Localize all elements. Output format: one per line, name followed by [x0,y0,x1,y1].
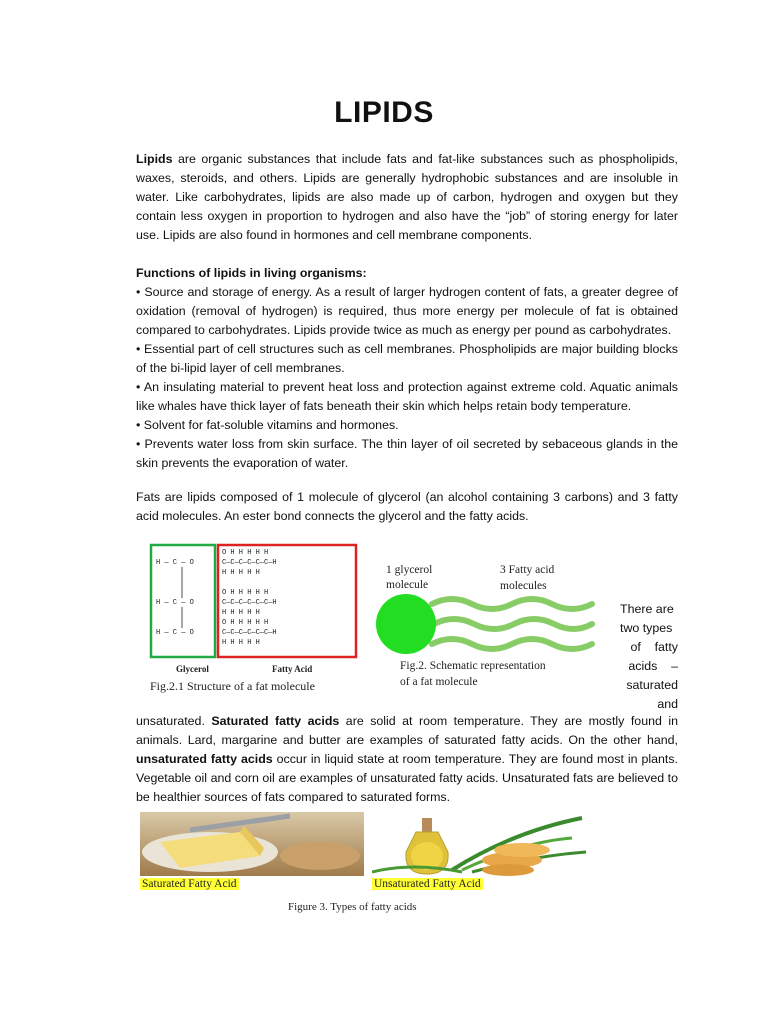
figure3-caption: Figure 3. Types of fatty acids [288,901,417,913]
function-item: • An insulating material to prevent heat loss and protection against extreme cold. Aquatic animals like whales have thick layer of fats beneath their skin which helps retain body temperature. [136,380,678,413]
types-lead: unsaturated. [136,714,212,728]
butter-image [140,812,364,876]
saturated-fat-photo [140,812,364,896]
saturated-label: Saturated Fatty Acid [142,878,237,890]
figure2-caption-line2: of a fat molecule [400,676,478,688]
function-item: • Essential part of cell structures such as cell membranes. Phospholipids are major building blocks of the bi-lipid layer of cell membranes. [136,342,678,375]
types-paragraph [136,712,678,807]
svg-text:H H H H H: H H H H H [222,569,260,577]
figure2-caption-line1: Fig.2. Schematic representation [400,660,546,672]
types-intro-line: There are [620,602,674,616]
glycerol-label: Glycerol [176,664,209,674]
fatty-acid-schematic-label-2: molecules [500,580,547,592]
svg-text:O H H H H H: O H H H H H [222,549,269,557]
structural-formula [156,549,277,647]
function-item: • Prevents water loss from skin surface. The thin layer of oil secreted by sebaceous glands in the skin prevents the evaporation of water. [136,437,678,470]
svg-text:C—C—C—C—C—C—H: C—C—C—C—C—C—H [222,629,277,637]
svg-text:O H H H H H: O H H H H H [222,619,269,627]
functions-heading: Functions of lipids in living organisms: [136,266,367,280]
fat-structure-figure [146,540,362,700]
glycerol-schematic-label-1: 1 glycerol [386,564,433,576]
glycerol-schematic-label-2: molecule [386,579,429,591]
oil-and-corn-image [372,812,592,876]
unsaturated-text: occur in liquid state at room temperature. They are found most in plants. Vegetable oil and corn oil are examples of unsaturated fatty acids. Unsaturated fats are believed to be healthier sources of fats compared to saturated forms. [136,752,678,804]
types-intro-column [620,600,678,714]
fat-schematic-figure [372,560,598,694]
glycerol-head [376,594,436,654]
unsaturated-fat-photo [372,812,592,896]
fatty-acid-schematic-label-1: 3 Fatty acid [500,564,555,576]
fat-structure-diagram [146,540,362,700]
function-item: • Solvent for fat-soluble vitamins and hormones. [136,418,399,432]
fats-paragraph: Fats are lipids composed of 1 molecule of glycerol (an alcohol containing 3 carbons) and 3 fatty acid molecules. An ester bond connects the glycerol and the fatty acids. [136,490,678,523]
unsaturated-label: Unsaturated Fatty Acid [374,878,481,890]
fatty-acid-label: Fatty Acid [272,664,313,674]
svg-text:C—C—C—C—C—C—H: C—C—C—C—C—C—H [222,559,277,567]
svg-text:H — C — O: H — C — O [156,559,194,567]
svg-text:H — C — O: H — C — O [156,629,194,637]
intro-text: are organic substances that include fats and fat-like substances such as phospholipids, waxes, steroids, and others. Lipids are generally hydrophobic substances and are insoluble in water. Like carbohydrates, lipids are also made up of carbon, hydrogen and oxygen but they contain less oxygen in proportion to hydrogen and also have the “job” of storing energy for later use. Lipids are also found in hormones and cell membrane components. [136,152,678,242]
figure1-caption: Fig.2.1 Structure of a fat molecule [150,679,315,693]
intro-term: Lipids [136,152,173,166]
functions-section [136,264,678,473]
svg-text:O H H H H H: O H H H H H [222,589,269,597]
svg-text:H H H H H: H H H H H [222,609,260,617]
types-intro-line: of fatty [630,640,678,654]
saturated-term: Saturated fatty acids [211,714,340,728]
page-title: LIPIDS [334,96,434,129]
unsaturated-term: unsaturated fatty acids [136,752,273,766]
types-intro-line: and [657,697,678,711]
fatty-acid-tails [432,599,592,649]
svg-text:H H H H H: H H H H H [222,639,260,647]
types-intro-line: saturated [626,678,678,692]
saturated-text: are solid at room temperature. They are mostly found in animals. Lard, margarine and butter are examples of saturated fatty acids. On the other hand, [136,714,678,747]
types-intro-line: acids – [628,659,678,673]
intro-paragraph [136,150,678,245]
function-item: • Source and storage of energy. As a result of larger hydrogen content of fats, a greater degree of oxidation (removal of hydrogen) is required, thus more energy per molecule of fat is obtained compared to carbohydrates. Lipids provide twice as much as energy per pound as carbohydrates. [136,285,678,337]
svg-text:C—C—C—C—C—C—H: C—C—C—C—C—C—H [222,599,277,607]
types-intro-line: two types [620,621,673,635]
svg-text:H — C — O: H — C — O [156,599,194,607]
